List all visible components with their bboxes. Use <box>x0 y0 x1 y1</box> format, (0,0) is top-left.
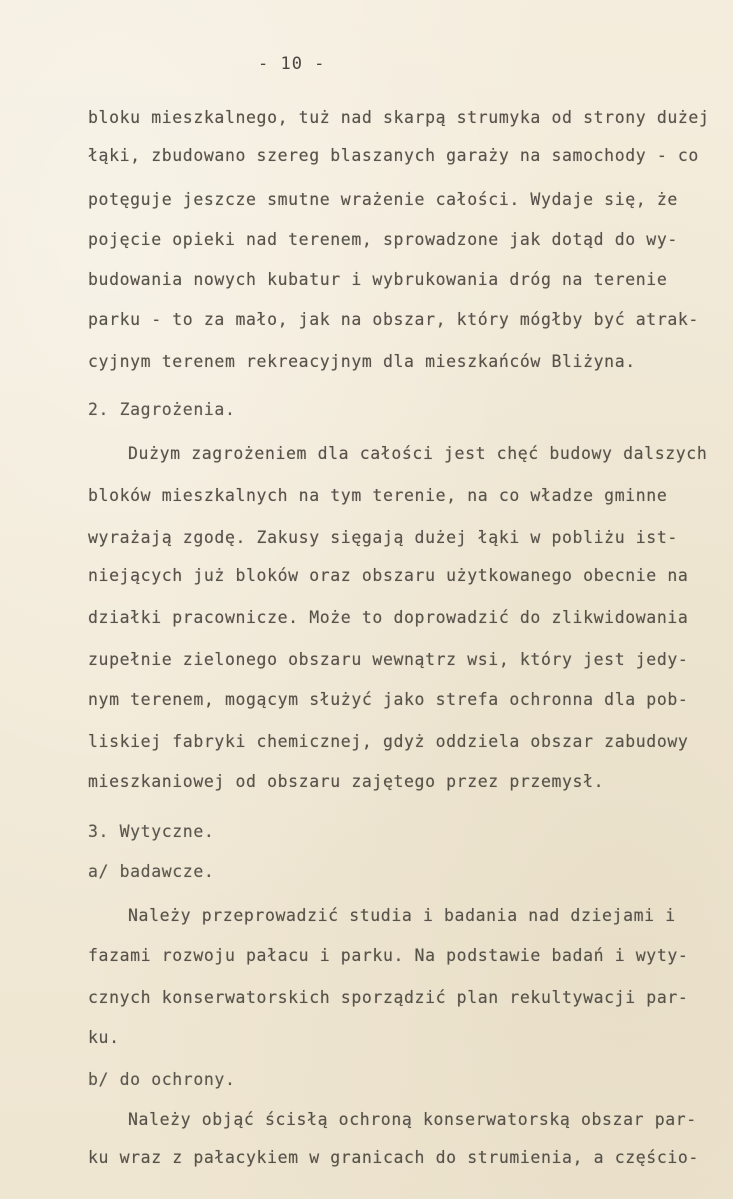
subsection-heading-protection: b/ do ochrony. <box>88 1070 236 1089</box>
text-line: parku - to za mało, jak na obszar, który mógłby być atrak- <box>88 310 699 329</box>
text-line: bloków mieszkalnych na tym terenie, na co władze gminne <box>88 486 668 505</box>
text-line: fazami rozwoju pałacu i parku. Na podstawie badań i wyty- <box>88 946 689 965</box>
text-line: liskiej fabryki chemicznej, gdyż oddziela obszar zabudowy <box>88 732 689 751</box>
text-line: niejących już bloków oraz obszaru użytkowanego obecnie na <box>88 566 689 585</box>
text-line: wyrażają zgodę. Zakusy sięgają dużej łąki w pobliżu ist- <box>88 528 678 547</box>
text-line: cznych konserwatorskich sporządzić plan rekultywacji par- <box>88 988 689 1007</box>
text-line: budowania nowych kubatur i wybrukowania dróg na terenie <box>88 270 668 289</box>
text-line: nym terenem, mogącym służyć jako strefa ochronna dla pob- <box>88 690 689 709</box>
text-line: Należy objąć ścisłą ochroną konserwatorską obszar par- <box>128 1110 697 1129</box>
text-line: zupełnie zielonego obszaru wewnątrz wsi, który jest jedy- <box>88 650 689 669</box>
subsection-heading-research: a/ badawcze. <box>88 862 215 881</box>
section-heading-guidelines: 3. Wytyczne. <box>88 822 215 841</box>
text-line: pojęcie opieki nad terenem, sprowadzone jak dotąd do wy- <box>88 230 678 249</box>
text-line: Dużym zagrożeniem dla całości jest chęć budowy dalszych <box>128 444 708 463</box>
text-line: mieszkaniowej od obszaru zajętego przez przemysł. <box>88 772 605 791</box>
text-line: ku wraz z pałacykiem w granicach do strumienia, a częścio- <box>88 1148 699 1167</box>
text-line: bloku mieszkalnego, tuż nad skarpą strumyka od strony dużej <box>88 108 710 127</box>
text-line: ku. <box>88 1028 120 1047</box>
section-heading-threats: 2. Zagrożenia. <box>88 400 236 419</box>
text-line: działki pracownicze. Może to doprowadzić do zlikwidowania <box>88 608 689 627</box>
text-line: łąki, zbudowano szereg blaszanych garaży na samochody - co <box>88 146 699 165</box>
text-line: Należy przeprowadzić studia i badania nad dziejami i <box>128 906 676 925</box>
page-number: - 10 - <box>258 54 326 74</box>
text-line: cyjnym terenem rekreacyjnym dla mieszkańców Bliżyna. <box>88 352 636 371</box>
text-line: potęguje jeszcze smutne wrażenie całości. Wydaje się, że <box>88 190 678 209</box>
